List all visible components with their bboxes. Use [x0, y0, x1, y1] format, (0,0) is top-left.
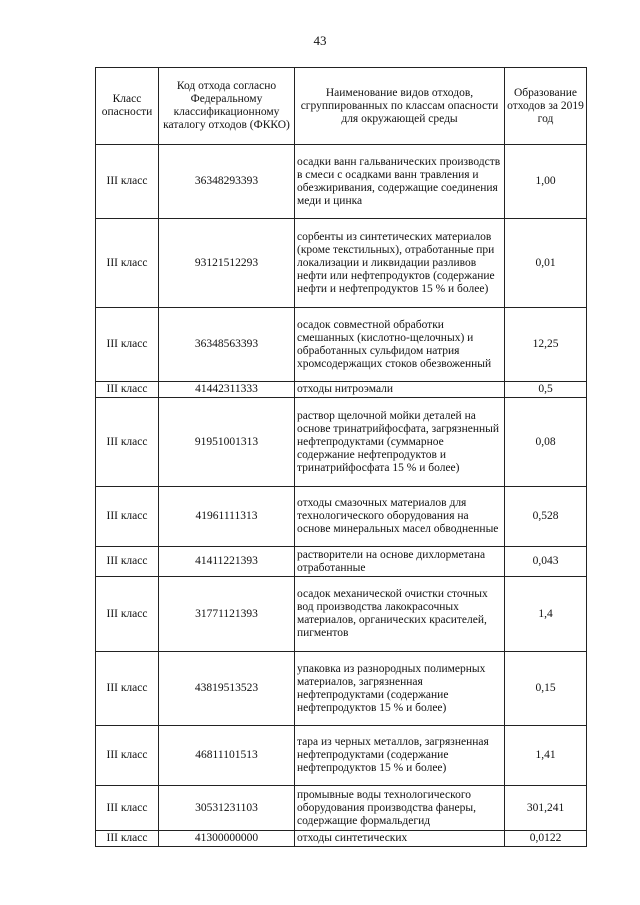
waste-amount-cell: 0,0122: [505, 831, 587, 847]
waste-code-cell: 36348293393: [159, 145, 295, 219]
waste-name-cell: раствор щелочной мойки деталей на основе тринатрийфосфата, загрязненный нефтепродуктами (суммарное содержание нефтепродуктов и тринатрийфосфата 15 % и более): [295, 398, 505, 487]
waste-name-cell: сорбенты из синтетических материалов (кроме текстильных), отработанные при локализации и ликвидации разливов нефти или нефтепродуктов (содержание нефти и нефтепродуктов 15 % и более): [295, 219, 505, 308]
waste-code-cell: 30531231103: [159, 786, 295, 831]
waste-code-cell: 43819513523: [159, 652, 295, 726]
waste-amount-cell: 0,043: [505, 547, 587, 577]
header-fkko-code: Код отхода согласно Федеральному классификационному каталогу отходов (ФККО): [159, 68, 295, 145]
header-waste-name: Наименование видов отходов, сгруппированных по классам опасности для окружающей среды: [295, 68, 505, 145]
waste-code-cell: 41961111313: [159, 487, 295, 547]
hazard-class-cell: III класс: [96, 547, 159, 577]
waste-table: [95, 67, 587, 847]
hazard-class-cell: III класс: [96, 652, 159, 726]
hazard-class-cell: III класс: [96, 382, 159, 398]
waste-amount-cell: 1,41: [505, 726, 587, 786]
waste-name-cell: отходы смазочных материалов для технологического оборудования на основе минеральных масел обводненные: [295, 487, 505, 547]
waste-name-cell: промывные воды технологического оборудования производства фанеры, содержащие формальдегид: [295, 786, 505, 831]
table-row: [96, 308, 587, 382]
waste-name-cell: упаковка из разнородных полимерных материалов, загрязненная нефтепродуктами (содержание нефтепродуктов 15 % и более): [295, 652, 505, 726]
waste-code-cell: 46811101513: [159, 726, 295, 786]
table-row: [96, 786, 587, 831]
hazard-class-cell: III класс: [96, 487, 159, 547]
waste-name-cell: тара из черных металлов, загрязненная нефтепродуктами (содержание нефтепродуктов 15 % и более): [295, 726, 505, 786]
table-row: [96, 652, 587, 726]
waste-amount-cell: 1,00: [505, 145, 587, 219]
header-hazard-class: Класс опасности: [96, 68, 159, 145]
table-row: [96, 831, 587, 847]
waste-code-cell: 41300000000: [159, 831, 295, 847]
table-row: [96, 398, 587, 487]
table-row: [96, 487, 587, 547]
waste-name-cell: осадок механической очистки сточных вод производства лакокрасочных материалов, органических красителей, пигментов: [295, 577, 505, 652]
waste-amount-cell: 0,528: [505, 487, 587, 547]
page-number: 43: [313, 33, 327, 48]
waste-amount-cell: 0,08: [505, 398, 587, 487]
table-row: [96, 726, 587, 786]
table-row: [96, 547, 587, 577]
waste-name-cell: растворители на основе дихлорметана отработанные: [295, 547, 505, 577]
hazard-class-cell: III класс: [96, 831, 159, 847]
table-row: [96, 382, 587, 398]
hazard-class-cell: III класс: [96, 786, 159, 831]
waste-amount-cell: 12,25: [505, 308, 587, 382]
table-row: [96, 219, 587, 308]
hazard-class-cell: III класс: [96, 308, 159, 382]
waste-amount-cell: 0,01: [505, 219, 587, 308]
waste-code-cell: 41442311333: [159, 382, 295, 398]
hazard-class-cell: III класс: [96, 219, 159, 308]
waste-code-cell: 31771121393: [159, 577, 295, 652]
waste-code-cell: 41411221393: [159, 547, 295, 577]
hazard-class-cell: III класс: [96, 145, 159, 219]
waste-name-cell: отходы синтетических: [295, 831, 505, 847]
waste-code-cell: 93121512293: [159, 219, 295, 308]
waste-name-cell: отходы нитроэмали: [295, 382, 505, 398]
waste-amount-cell: 1,4: [505, 577, 587, 652]
waste-code-cell: 91951001313: [159, 398, 295, 487]
waste-amount-cell: 301,241: [505, 786, 587, 831]
hazard-class-cell: III класс: [96, 726, 159, 786]
hazard-class-cell: III класс: [96, 577, 159, 652]
table-row: [96, 577, 587, 652]
waste-name-cell: осадок совместной обработки смешанных (кислотно-щелочных) и обработанных сульфидом натрия хромсодержащих стоков обезвоженный: [295, 308, 505, 382]
waste-amount-cell: 0,5: [505, 382, 587, 398]
waste-code-cell: 36348563393: [159, 308, 295, 382]
header-waste-amount: Образование отходов за 2019 год: [505, 68, 587, 145]
waste-name-cell: осадки ванн гальванических производств в смеси с осадками ванн травления и обезжиривания, содержащие соединения меди и цинка: [295, 145, 505, 219]
waste-amount-cell: 0,15: [505, 652, 587, 726]
table-header-row: [96, 68, 587, 145]
hazard-class-cell: III класс: [96, 398, 159, 487]
table-row: [96, 145, 587, 219]
